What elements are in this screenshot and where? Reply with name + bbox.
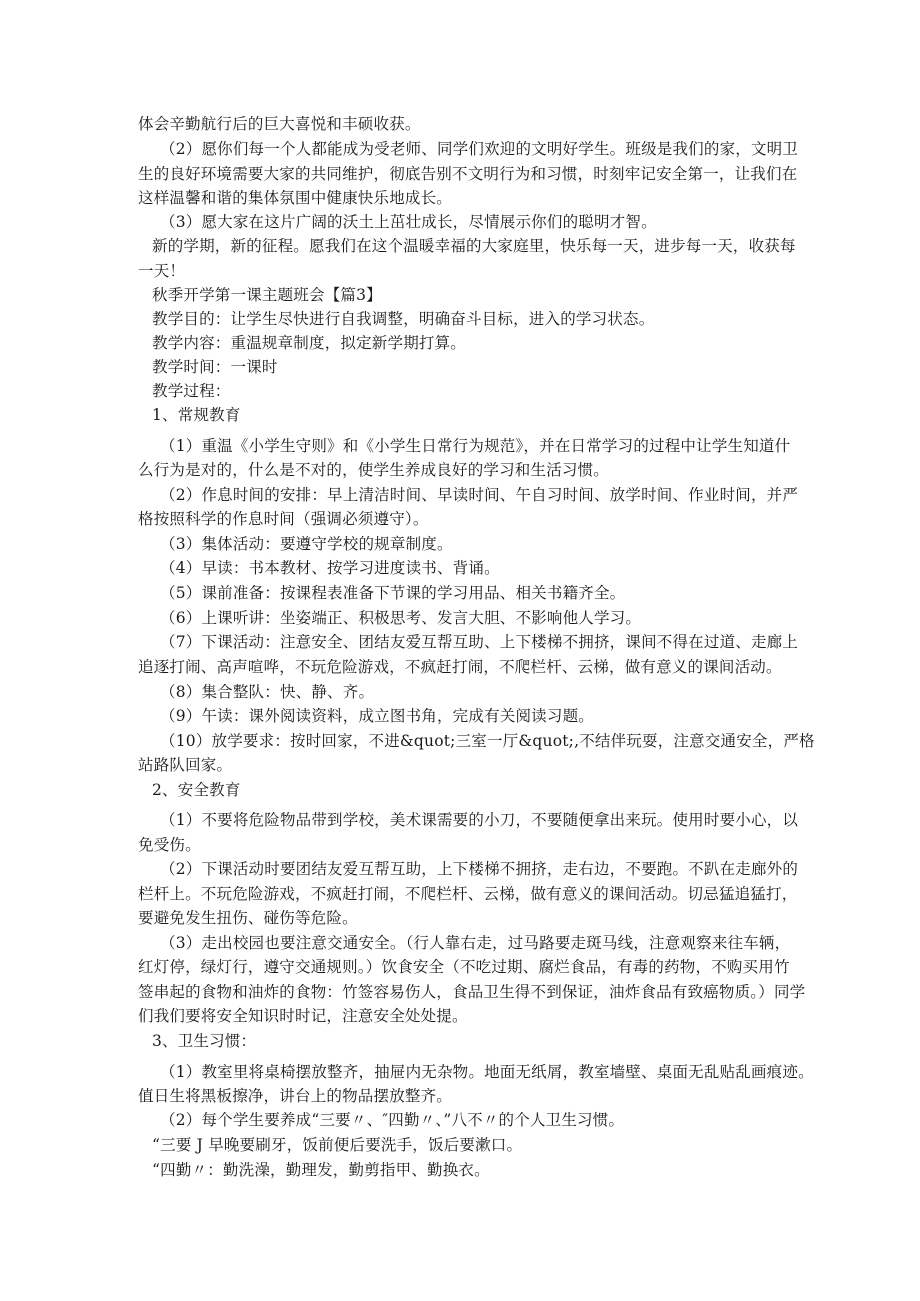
text-line: 一天！ — [138, 262, 186, 280]
text-line: 教学过程： — [152, 382, 231, 400]
text-line: （2）愿你们每一个人都能成为受老师、同学们欢迎的文明好学生。班级是我们的家，文明卫 — [160, 140, 799, 158]
text-line: “四勤〃：勤洗澡，勤理发，勤剪指甲、勤换衣。 — [152, 1161, 490, 1179]
text-line: 这样温馨和谐的集体氛围中健康快乐地成长。 — [138, 189, 453, 207]
text-line: 免受伤。 — [138, 836, 201, 854]
text-line: （3）愿大家在这片广阔的沃土上茁壮成长，尽情展示你们的聪明才智。 — [160, 213, 657, 231]
text-line: 红灯停，绿灯行，遵守交通规则。）饮食安全（不吃过期、腐烂食品，有毒的药物，不购买用竹 — [138, 958, 790, 976]
subsection-heading: 1、常规教育 — [152, 406, 241, 424]
text-line: （2）作息时间的安排：早上清洁时间、早读时间、午自习时间、放学时间、作业时间，并严 — [160, 486, 799, 504]
text-line: （9）午读：课外阅读资料，成立图书角，完成有关阅读习题。 — [160, 707, 594, 725]
text-line: 签串起的食物和油炸的食物：竹签容易伤人，食品卫生得不到保证，油炸食品有致癌物质。）同学 — [138, 983, 806, 1001]
text-line: （1）不要将危险物品带到学校，美术课需要的小刀，不要随便拿出来玩。使用时要小心，以 — [160, 811, 799, 829]
text-line: （5）课前准备：按课程表准备下节课的学习用品、相关书籍齐全。 — [160, 584, 626, 602]
text-line: 么行为是对的，什么是不对的，使学生养成良好的学习和生活习惯。 — [138, 461, 610, 479]
text-line: （3）走出校园也要注意交通安全。（行人靠右走，过马路要走斑马线，注意观察来往车辆， — [160, 934, 791, 952]
text-line: 教学目的：让学生尽快进行自我调整，明确奋斗目标，进入的学习状态。 — [152, 310, 655, 328]
text-line: 们我们要将安全知识时时记，注意安全处处提。 — [138, 1007, 468, 1025]
text-line: （6）上课听讲：坐姿端正、积极思考、发言大胆、不影响他人学习。 — [160, 609, 642, 627]
text-line: （2）每个学生要养成“三要〃、″四勤〃、”八不〃的个人卫生习惯。 — [160, 1111, 625, 1129]
text-line: 追逐打闹、高声喧哗，不玩危险游戏，不疯赶打闹，不爬栏杆、云梯，做有意义的课间活动。 — [138, 658, 782, 676]
text-line: “三要 J 早晚要刷牙，饭前便后要洗手，饭后要漱口。 — [152, 1136, 523, 1154]
text-line: 教学时间：一课时 — [152, 358, 278, 376]
text-line: 站路队回家。 — [138, 756, 233, 774]
text-line: 要避免发生扭伤、碰伤等危险。 — [138, 909, 358, 927]
text-line: （1）重温《小学生守则》和《小学生日常行为规范》，并在日常学习的过程中让学生知道什 — [160, 437, 791, 455]
text-line: 生的良好环境需要大家的共同维护，彻底告别不文明行为和习惯，时刻牢记安全第一，让我们在 — [138, 165, 798, 183]
text-line: （8）集合整队：快、静、齐。 — [160, 683, 375, 701]
text-line: （2）下课活动时要团结友爱互帮互助，上下楼梯不拥挤，走右边，不要跑。不趴在走廊外的 — [160, 860, 799, 878]
text-line: （4）早读：书本教材、按学习进度读书、背诵。 — [160, 559, 500, 577]
text-line: 新的学期，新的征程。愿我们在这个温暖幸福的大家庭里，快乐每一天，进步每一天，收获每 — [152, 237, 796, 255]
subsection-heading: 3、卫生习惯： — [152, 1032, 257, 1050]
text-line: 教学内容：重温规章制度，拟定新学期打算。 — [152, 334, 467, 352]
section-heading: 秋季开学第一课主题班会【篇3】 — [152, 286, 382, 304]
subsection-heading: 2、安全教育 — [152, 781, 241, 799]
text-line: （3）集体活动：要遵守学校的规章制度。 — [160, 535, 453, 553]
text-line: 格按照科学的作息时间（强调必须遵守）。 — [138, 510, 429, 528]
text-line: 值日生将黑板擦净，讲台上的物品摆放整齐。 — [138, 1087, 453, 1105]
text-line: 体会辛勤航行后的巨大喜悦和丰硕收获。 — [138, 115, 421, 133]
text-line: 栏杆上。不玩危险游戏，不疯赶打闹，不爬栏杆、云梯，做有意义的课间活动。切忌猛追猛打， — [138, 885, 798, 903]
text-line: （7）下课活动：注意安全、团结友爱互帮互助、上下楼梯不拥挤，课间不得在过道、走廊上 — [160, 633, 799, 651]
text-line: （1）教室里将桌椅摆放整齐，抽屉内无杂物。地面无纸屑，教室墙壁、桌面无乱贴乱画痕迹。 — [160, 1063, 814, 1081]
text-line: （10）放学要求：按时回家，不进&quot;三室一厅&quot;,不结伴玩耍，注意交通安全，严格 — [160, 732, 815, 750]
